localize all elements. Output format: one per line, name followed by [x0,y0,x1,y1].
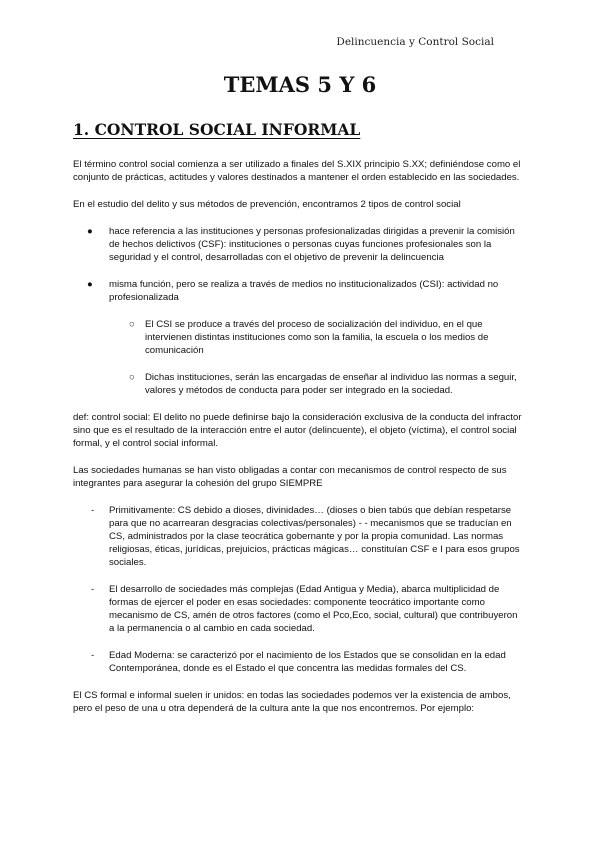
list-item: ● misma función, pero se realiza a través de medios no institucionalizados (CSI): actividad no profesionalizada [87,279,499,303]
document-body [73,158,525,729]
list-item: ● hace referencia a las instituciones y personas profesionalizadas dirigidas a prevenir la comisión de hechos delictivos (CSF): instituciones o personas cuyas funciones profesionales son la seguridad y el control, desarrolladas con el objetivo de prevenir la delincuencia [87,226,515,263]
bullet-icon: ● [87,226,93,237]
dash-icon: - [91,650,95,661]
section-heading: 1. CONTROL SOCIAL INFORMAL [73,120,361,139]
paragraph-intro: El término control social comienza a ser utilizado a finales del S.XIX principio S.XX; definiéndose como el conjunto de prácticas, actitudes y valores destinados a mantener el orden establecido en las sociedades. [73,159,521,183]
circle-bullet-icon: ○ [129,372,135,383]
sub-list-item: ○ El CSI se produce a través del proceso de socialización del individuo, en el que intervienen distintas instituciones como son la familia, la escuela o los medios de comunicación [129,319,489,356]
paragraph-definition: def: control social: El delito no puede definirse bajo la consideración exclusiva de la conducta del infractor sino que es el resultado de la interacción entre el autor (delincuente), el objeto (víctima), el control social formal, y el control social informal. [73,412,522,449]
dash-list-item: - El desarrollo de sociedades más complejas (Edad Antigua y Media), abarca multiplicidad de formas de ejercer el poder en esas sociedades: componente teocrático importante como mecanismo de CS, amén de otros factores (como el Pco,Eco, social, cultural) que contribuyeron a la permanencia o al cambio en cada sociedad. [91,584,518,634]
sub-list-item: ○ Dichas instituciones, serán las encargadas de enseñar al individuo las normas a seguir, valores y métodos de conducta para poder ser integrado en la sociedad. [129,372,517,396]
dash-list-item: - Edad Moderna: se caracterizó por el nacimiento de los Estados que se consolidan en la edad Contemporánea, donde es el Estado el que concentra las medidas formales del CS. [91,650,506,674]
dash-list-item: - Primitivamente: CS debido a dioses, divinidades… (dioses o bien tabús que debían respetarse para que no acarrearan desgracias colectivas/personales) - - mecanismos que se traducían en CS, administrados por la clase teocrática gobernante y por la propia comunidad. Las normas religiosas, éticas, jurídicas, prejuicios, prácticas mágicas… constituían CSF e I para esos grupos sociales. [91,505,520,568]
page-title: TEMAS 5 Y 6 [223,72,377,97]
paragraph-societies: Las sociedades humanas se han visto obligadas a contar con mecanismos de control respecto de sus integrantes para asegurar la cohesión del grupo SIEMPRE [73,465,507,489]
circle-bullet-icon: ○ [129,319,135,330]
running-header: Delincuencia y Control Social [336,36,494,48]
dash-icon: - [91,505,95,516]
bullet-icon: ● [87,279,93,290]
paragraph-types: En el estudio del delito y sus métodos de prevención, encontramos 2 tipos de control social [73,199,461,210]
dash-icon: - [91,584,95,595]
paragraph-closing: El CS formal e informal suelen ir unidos: en todas las sociedades podemos ver la existencia de ambos, pero el peso de una u otra dependerá de la cultura ante la que nos encontremos. Por ejemplo: [73,690,511,714]
